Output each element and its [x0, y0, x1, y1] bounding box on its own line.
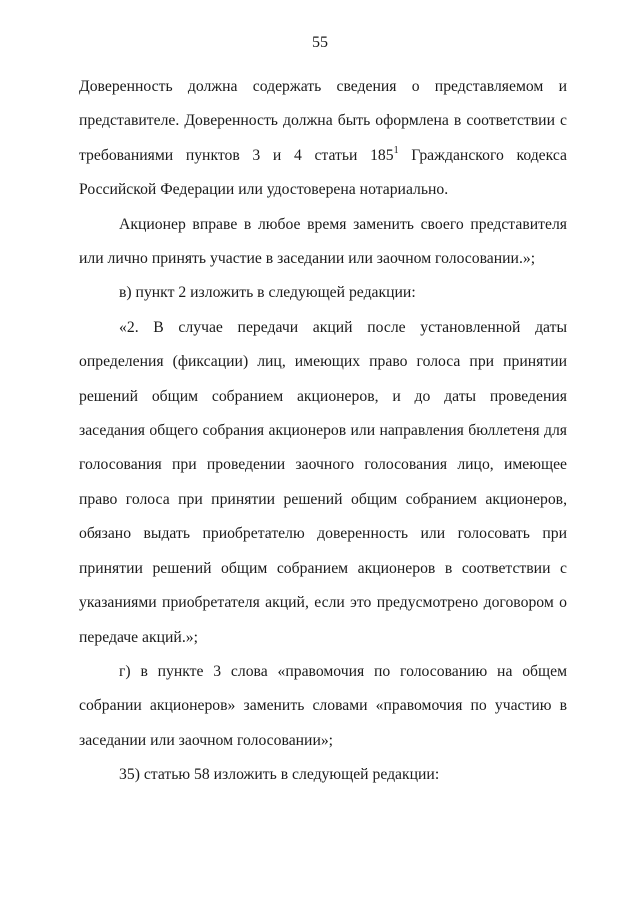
paragraph-clause-2: «2. В случае передачи акций после установленной даты определения (фиксации) лиц, имеющих право голоса при принятии решений общим собранием акционеров, и до даты проведения заседания общего собрания акционеров или направления бюллетеня для голосования при проведении заочного голосования лицо, имеющее право голоса при принятии решений общим собранием акционеров, обязано выдать приобретателю доверенность или голосовать при принятии решений общим собранием акционеров в соответствии с указаниями приобретателя акций, если это предусмотрено договором о передаче акций.»; [79, 318, 567, 646]
page-number: 55 [312, 34, 328, 51]
paragraph-power-of-attorney [79, 70, 567, 208]
paragraph-text: Доверенность должна содержать сведения о представляемом и представителе. Доверенность должна быть оформлена в соответствии с требованиями пунктов 3 и 4 статьи 185 [79, 78, 567, 164]
paragraph-replace-representative: Акционер вправе в любое время заменить своего представителя или лично принять участие в заседании или заочном голосовании.»; [79, 215, 567, 268]
paragraph-item-v: в) пункт 2 изложить в следующей редакции: [119, 284, 416, 302]
paragraph-item-35: 35) статью 58 изложить в следующей редакции: [119, 766, 440, 784]
document-body [79, 70, 567, 793]
paragraph-text: Гражданского кодекса Российской Федерации или удостоверена нотариально. [79, 146, 567, 199]
article-superscript: 1 [393, 144, 399, 156]
paragraph-item-g: г) в пункте 3 слова «правомочия по голосованию на общем собрании акционеров» заменить словами «правомочия по участию в заседании или заочном голосовании»; [79, 662, 567, 749]
